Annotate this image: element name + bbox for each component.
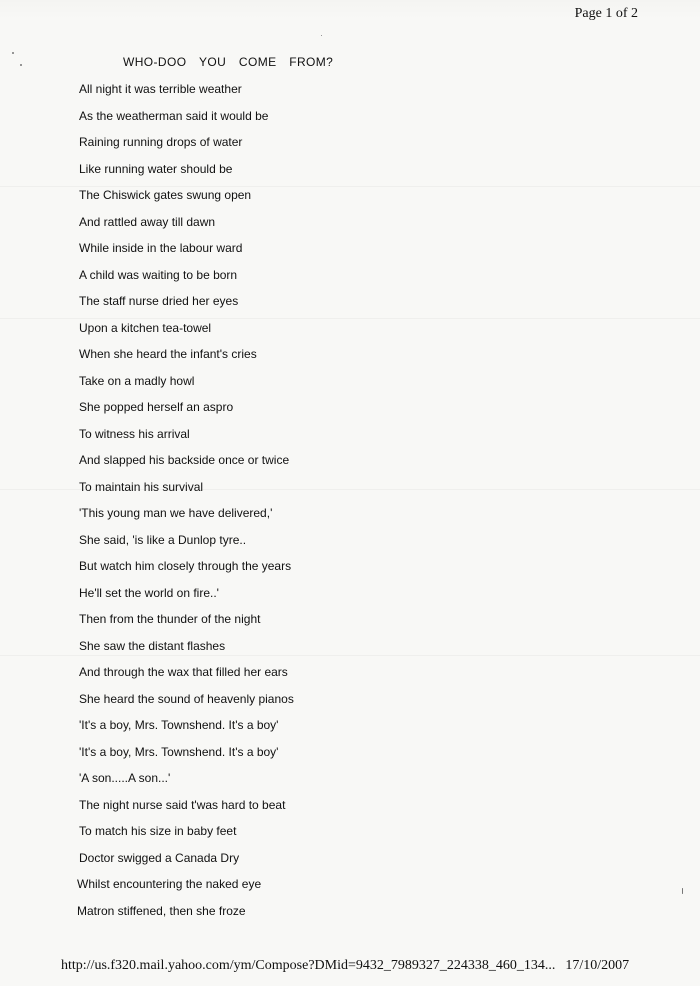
poem-body <box>0 80 294 928</box>
poem-line: Like running water should be <box>79 161 233 176</box>
poem-line: The staff nurse dried her eyes <box>79 294 239 308</box>
poem-line: 'It's a boy, Mrs. Townshend. It's a boy' <box>79 744 279 759</box>
poem-line: The night nurse said t'was hard to beat <box>79 797 286 812</box>
poem-line: All night it was terrible weather <box>79 82 242 96</box>
poem-line: To witness his arrival <box>79 426 190 441</box>
poem-line: And through the wax that filled her ears <box>79 665 288 679</box>
poem-line: To maintain his survival <box>79 479 204 494</box>
poem-line: And slapped his backside once or twice <box>79 453 290 467</box>
poem-line: Take on a madly howl <box>79 373 195 388</box>
print-footer <box>61 958 629 974</box>
scan-speck <box>12 52 14 54</box>
poem-title: WHO-DOO YOU COME FROM? <box>123 55 334 69</box>
poem-line: Doctor swigged a Canada Dry <box>79 850 240 865</box>
poem-line: Raining running drops of water <box>79 135 243 149</box>
poem-line: But watch him closely through the years <box>79 559 292 573</box>
page-indicator: Page 1 of 2 <box>574 6 638 21</box>
poem-line: She popped herself an aspro <box>79 400 234 414</box>
footer-url: http://us.f320.mail.yahoo.com/ym/Compose?DMid=9432_7989327_224338_460_134... <box>61 958 556 973</box>
poem-line: 'It's a boy, Mrs. Townshend. It's a boy' <box>79 718 279 732</box>
poem-line: As the weatherman said it would be <box>79 108 269 123</box>
poem-line: 'A son.....A son...' <box>79 771 171 785</box>
poem-line: She saw the distant flashes <box>79 638 226 653</box>
scan-speck <box>321 35 322 36</box>
poem-line: Upon a kitchen tea-towel <box>79 320 212 335</box>
scan-speck <box>682 888 683 894</box>
poem-line: A child was waiting to be born <box>79 267 238 282</box>
poem-line: The Chiswick gates swung open <box>79 188 252 202</box>
poem-line: Then from the thunder of the night <box>79 612 261 626</box>
scan-speck <box>20 64 22 66</box>
poem-line: 'This young man we have delivered,' <box>79 506 273 520</box>
poem-line: To match his size in baby feet <box>79 824 237 838</box>
poem-line: Whilst encountering the naked eye <box>77 877 262 891</box>
poem-line: And rattled away till dawn <box>79 214 216 229</box>
poem-line: While inside in the labour ward <box>79 241 243 255</box>
poem-line: Matron stiffened, then she froze <box>77 903 246 918</box>
poem-line: When she heard the infant's cries <box>79 347 257 361</box>
footer-date: 17/10/2007 <box>565 958 630 973</box>
poem-line: He'll set the world on fire..' <box>79 585 219 600</box>
poem-line: She heard the sound of heavenly pianos <box>79 691 294 706</box>
poem-line: She said, 'is like a Dunlop tyre.. <box>79 532 247 547</box>
